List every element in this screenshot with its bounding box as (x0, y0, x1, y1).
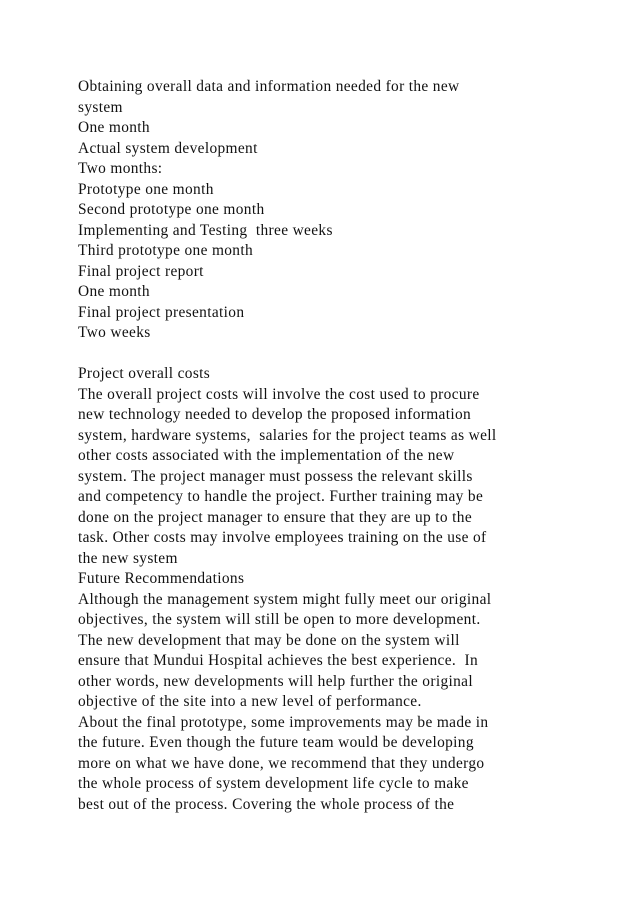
text-line: objective of the site into a new level of performance. (78, 693, 422, 710)
text-line: objectives, the system will still be open to more development. (78, 611, 481, 628)
document-body (78, 77, 618, 815)
text-line: Final project report (78, 262, 204, 280)
section-heading: Future Recommendations (78, 570, 245, 587)
text-line: The new development that may be done on the system will (78, 631, 460, 649)
text-line: system. The project manager must possess the relevant skills (78, 467, 473, 485)
text-line: best out of the process. Covering the whole process of the (78, 795, 455, 813)
text-line: task. Other costs may involve employees training on the use of (78, 529, 487, 546)
text-line: and competency to handle the project. Further training may be (78, 488, 484, 505)
text-line: Two weeks (78, 324, 151, 341)
text-line: Final project presentation (78, 303, 245, 321)
text-line: new technology needed to develop the proposed information (78, 406, 472, 423)
text-line: Although the management system might fully meet our original (78, 590, 492, 608)
paragraph-gap (78, 344, 618, 365)
text-line: Implementing and Testing three weeks (78, 221, 333, 239)
text-line: Two months: (78, 160, 163, 177)
section-heading: Project overall costs (78, 365, 211, 382)
text-line: other costs associated with the implementation of the new (78, 447, 455, 464)
text-line: system, hardware systems, salaries for the project teams as well (78, 426, 497, 444)
text-line: other words, new developments will help further the original (78, 672, 473, 690)
text-line: done on the project manager to ensure that they are up to the (78, 508, 473, 526)
text-line: Second prototype one month (78, 201, 265, 218)
text-line: ensure that Mundui Hospital achieves the best experience. In (78, 652, 479, 669)
text-line: One month (78, 283, 150, 300)
text-line: About the final prototype, some improvements may be made in (78, 713, 489, 731)
text-line: more on what we have done, we recommend that they undergo (78, 754, 485, 772)
text-line: the whole process of system development life cycle to make (78, 775, 469, 792)
text-line: The overall project costs will involve the cost used to procure (78, 385, 480, 403)
text-line: Third prototype one month (78, 242, 254, 259)
text-line: Obtaining overall data and information needed for the new (78, 78, 460, 95)
text-line: Actual system development (78, 139, 258, 157)
text-line: Prototype one month (78, 180, 214, 198)
text-line: One month (78, 119, 150, 136)
text-line: system (78, 98, 123, 116)
text-line: the future. Even though the future team would be developing (78, 734, 474, 751)
text-line: the new system (78, 549, 178, 567)
